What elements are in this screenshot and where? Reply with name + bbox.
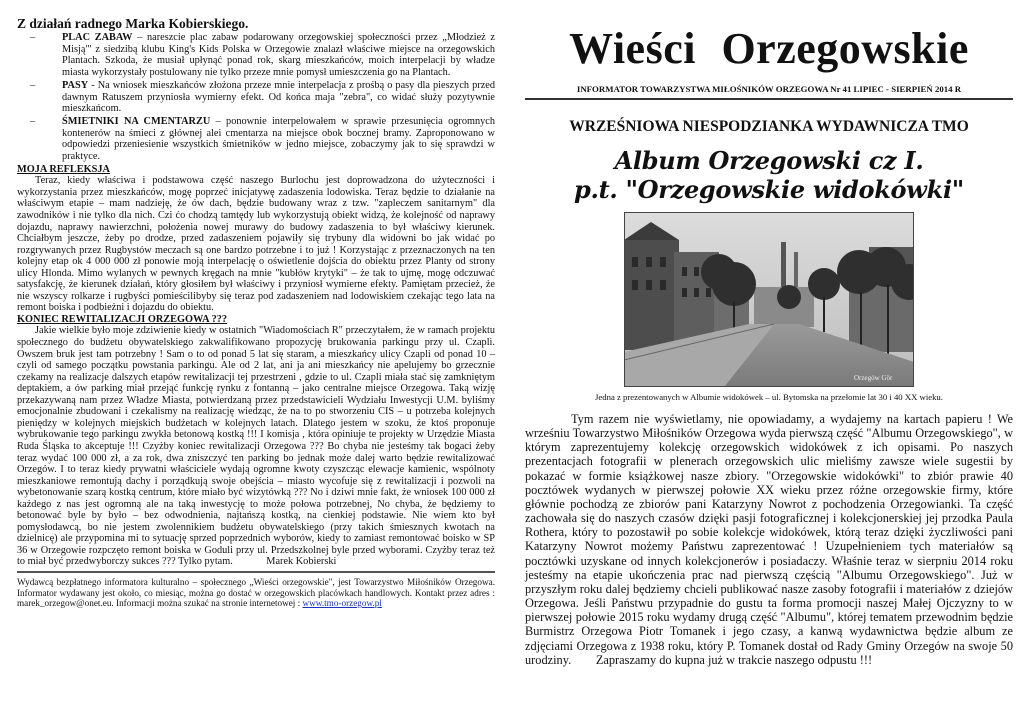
footer-divider [17,571,495,575]
list-item [17,116,495,163]
street-photo-illustration [624,212,914,387]
section-title-revitalization: KONIEC REWITALIZACJI ORZEGOWA ??? [17,313,228,325]
album-title-line-2: p.t. "Orzegowskie widokówki" [574,175,964,204]
photo-caption: Jedna z prezentowanych w Albumie widokówek – ul. Bytomska na przełomie lat 30 i 40 XX wieku. [595,392,943,402]
closing-line: Zapraszamy do kupna już w trakcie naszego odpustu !!! [595,652,873,667]
item-text: – ponownie interpelowałem w sprawie przesunięcia ogromnych kontenerów na śmieci z głównej alei cmentarza na miejsce obok bocznej bramy. Zaproponowano w odpowiedzi przeniesienie wszystkich śmietników w jedno miejsce, zobaczymy jak to się sprawdzi w praktyce. [62,115,495,163]
list-dash: – [30,115,36,127]
publisher-footer [17,577,495,609]
list-item [17,32,495,79]
website-link[interactable]: www.tmo-orzegow.pl [302,598,382,609]
list-dash: – [30,79,36,91]
footer-text: Wydawcą bezpłatnego informatora kulturalno – społecznego „Wieści orzegowskie", jest Towarzystwo Miłośników Orzegowa. Informator wydawany jest około, co miesiąc, można go dostać w orzegowskich placówkach handlowych. Kontakt przez adres : marek_orzegow@onet.eu. Informacji można szukać na stronie internetowej : [17,576,495,609]
album-title-line-1: Album Orzegowski cz I. [614,146,924,175]
section-text-revitalization [17,325,495,567]
photo-stamp-label: Orzegów Gör [854,374,893,382]
article-body [525,412,1013,667]
signature-gap [233,556,266,567]
left-column [17,16,495,609]
section-text-reflection: Teraz, kiedy właściwa i podstawowa część naszego Burlochu jest doprowadzona do użyteczności i wykorzystania przez mieszkańców, mogę poprzeć inicjatywę zadaszenia lodowiska. Teraz będzie to działanie na właściwym etapie – mam nadzieję, że ów dach, będzie budowany wraz z tzw. "zapleczem sanitarnym" dla zawodników i nie tylko dla nich. Czi ćo chodzą tamtędy lub wykorzystują obiekt widzą, że kolejność od naprawy dojazdu, naprawy nawierzchni, położenia nowej murawy do budowy zadaszenia to był właściwy kierunek. Chciałbym jeszcze, żeby po drodze, przed zadaszeniem pojawiły się trybuny dla widowni bo jak widać po rozgrywanych przez Rugbystów meczach są one bardzo potrzebne i to już ! Korzystając z przeznaczonych na ten kolejny etap ok 4 000 000 zł ponowie moją interpelację o oświetlenie dojścia do obiektu przez Planty od strony ulicy Hlonda. Mimo wylanych w pewnych kręgach na mnie "kubłów krytyki" – że tak to ujmę, mogę odczuwać satysfakcję, że kierunek działań, który głosiłem był właściwy i przyniosł wymierne efekty. Pamiętam przecież, że nie wszyscy rolkarze i rugbyści pomieścilibyby się teraz pod zadaszeniem nad lodowiskiem czekając tego lata na remont boiska i podbieżni i dojazdu do obiektu. [17,175,495,314]
item-lead: PASY [62,79,89,91]
masthead-title: Wieści Orzegowskie [569,24,969,73]
right-column [525,16,1013,667]
signature: Marek Kobierski [266,556,337,568]
article-text: Tym razem nie wyświetlamy, nie opowiadamy, a wydajemy na kartach papieru ! We wrześniu Towarzystwo Miłośników Orzegowa wyda pierwszą część "Albumu Orzegowskiego", w którym zaprezentujemy kolekcję orzegowskich widokówek z ich opisami. Po naszych prezentacjach fotografii w plenerach orzegowskich ulic mieliśmy zawsze wiele sugestii by pokazać w formie książkowej nasze zbiory. "Orzegowskie widokówki" to zbiór prawie 40 pocztówek wydanych w pierwszej połowie XX wieku przez różne orzegowskie firmy, które głównie pochodzą ze zbiorów pani Katarzyny Nowrot z pochodzenia Orzegowianki. Ta część zachowała się do naszych czasów dzięki pasji fotograficznej i kolekcjonerskiej jej przodka Paula Rothera, który to pozostawił po sobie kolekcje widokówek, którą teraz dzięki życzliwości pani Katarzyny Nowrot możemy Państwu zaprezentować ! Uzupełnieniem tych materiałów są pocztówki uzyskane od innych kolekcjonerów i posiadaczy. Właśnie teraz w sierpniu 2014 roku jesteśmy na etapie ukończenia prac nad pierwszą częścią "Albumu Orzegowskiego". Już w przyszłym roku dalej będziemy chcieli publikować nasze zasoby fotografii i materiałów z dziejów Orzegowa. Jeśli Państwu przypadnie do gustu ta forma promocji naszej Małej Ojczyzny to w pierwszej połowie 2015 roku wydamy drugą część "Albumu", której tematem przewodnim będzie Burmistrz Orzegowa Piotr Tomanek i jego czasy, a kanwą wydawnictwa będzie album ze zdjęciami Orzegowa z 1938 roku, który P. Tomanek dostał od Rady Gminy Orzegów na swoje 50 urodziny. [525,412,1013,667]
item-lead: PLAC ZABAW [62,32,133,43]
item-text: – nareszcie plac zabaw podarowany orzegowskiej społeczności przez „Młodzież z Misją"' z siedzibą klubu King's Kids Polska w Orzegowie znalazł właściwe miejsce na orzegowskich Plantach. Szkoda, że musiał upłynąć ponad rok, skarg mieszkańców, moich interpelacji by władze miasta wykorzystały postulowany nie tylko przeze mnie pomysł umieszczenia go na Plantach. [62,32,495,79]
item-lead: ŚMIETNIKI NA CMENTARZU [62,115,211,127]
article-headline: WRZEŚNIOWA NIESPODZIANKA WYDAWNICZA TMO [569,118,969,135]
postcard-photo [624,212,914,387]
closing-gap [571,653,596,667]
list-dash: – [30,32,36,43]
list-item [17,80,495,115]
left-heading: Z działań radnego Marka Kobierskiego. [17,16,249,31]
revitalization-text: Jakie wielkie było moje zdziwienie kiedy w ostatnich "Wiadomościach R" przeczytałem, że w ramach projektu społecznego do budżetu obywatelskiego zakwalifikowano propozycję brukowania parkingu przy ul. Czapli. Owszem bruk jest tam potrzebny ! Sam o to od ponad 5 lat się staram, a mieszkańcy ulicy Czapli od ponad 10 – czyli od samego początku powstania parkingu. Ale od 2 lat, ani ja ani mieszkańcy nie apelujemy bo grzecznie czekamy na realizacje dalszych etapów rewitalizacji tej przestrzeni , gdzie to ul. Czapli miała stać się zamkniętym deptakiem, a ów parking miał przejąć funkcję rynku z fontanną – jako centralne miejsce Orzegowa. Taką wizję przekazywaną nam przez Władze Miasta, potwierdzaną przez przedstawicieli Wydziału Inwestycji U.M. byliśmy emocjonalnie zbudowani i czekalismy na realizację wiedząc, że na to po stworzeniu CIS – u potrzeba kolejnych pieniędzy w kolejnych miejskich budżetach w kolejnych latach. Dlatego jestem w szoku, że ktoś proponuje wybrukowanie tego parkingu zwykła betonową kostką !!! I komisja , która opiniuje te projekty w Urzędzie Miasta Ruda Śląska to akceptuje !!! Czyżby koniec rewitalizacji Orzegowa ??? Bo chyba nie jesteśmy tak bogaci żeby teraz wydać 100 000 zł, a za rok, dwa zniszczyć ten parking bo jednak może dalej warto będzie rewitalizować Orzegów. I to teraz kiedy prywatni właściciele wydają ogromne kwoty czyszcząc elewacje kamienic, wspólnoty mieszkaniowe remontują dachy i porządkują swoje obejścia – miasto wycofuje się z rewitalizacji i pozwoli na wybetonowanie szarą kostką centrum, które miało być wizytówką ??? No i dziwi mnie fakt, że wniosek 100 000 zł każdego z nas jest ogromną ale na taką inwestycję to może połowa potrzebnej, No chyba, że będziemy to betonować byle by było – bez odwodnienia, najtańszą kostką, na cienkiej podstawie. Nie wiem kto był pomysłodawcą, bo nie jestem zwolennikiem budżetu obywatelskiego (przy takich śmiesznych kwotach na dzielnicę) ale przypomina mi to sytuację sprzed poprzednich wyborów, kiedy to zamiast remontować boisko w SP 36 w Orzegowie rozpczęto remont boiska w Goduli przy ul. Przedszkolnej byle przed wyborami. Czyżby teraz też to miał być przedwyborczy sukces ??? Tylko pytam. [17,325,495,568]
item-text: - Na wniosek mieszkańców złożona przeze mnie interpelacja z prośbą o pasy dla pieszych przed dawnym Ratuszem przyniosła wymierny efekt. Od końca maja "zebra", co widać służy pozytywnie mieszkańcom. [62,79,495,115]
actions-list [17,32,495,163]
section-title-reflection: MOJA REFLEKSJA [17,163,110,175]
issue-info-bar: INFORMATOR TOWARZYSTWA MIŁOŚNIKÓW ORZEGOWA Nr 41 LIPIEC - SIERPIEŃ 2014 R [525,84,1013,100]
